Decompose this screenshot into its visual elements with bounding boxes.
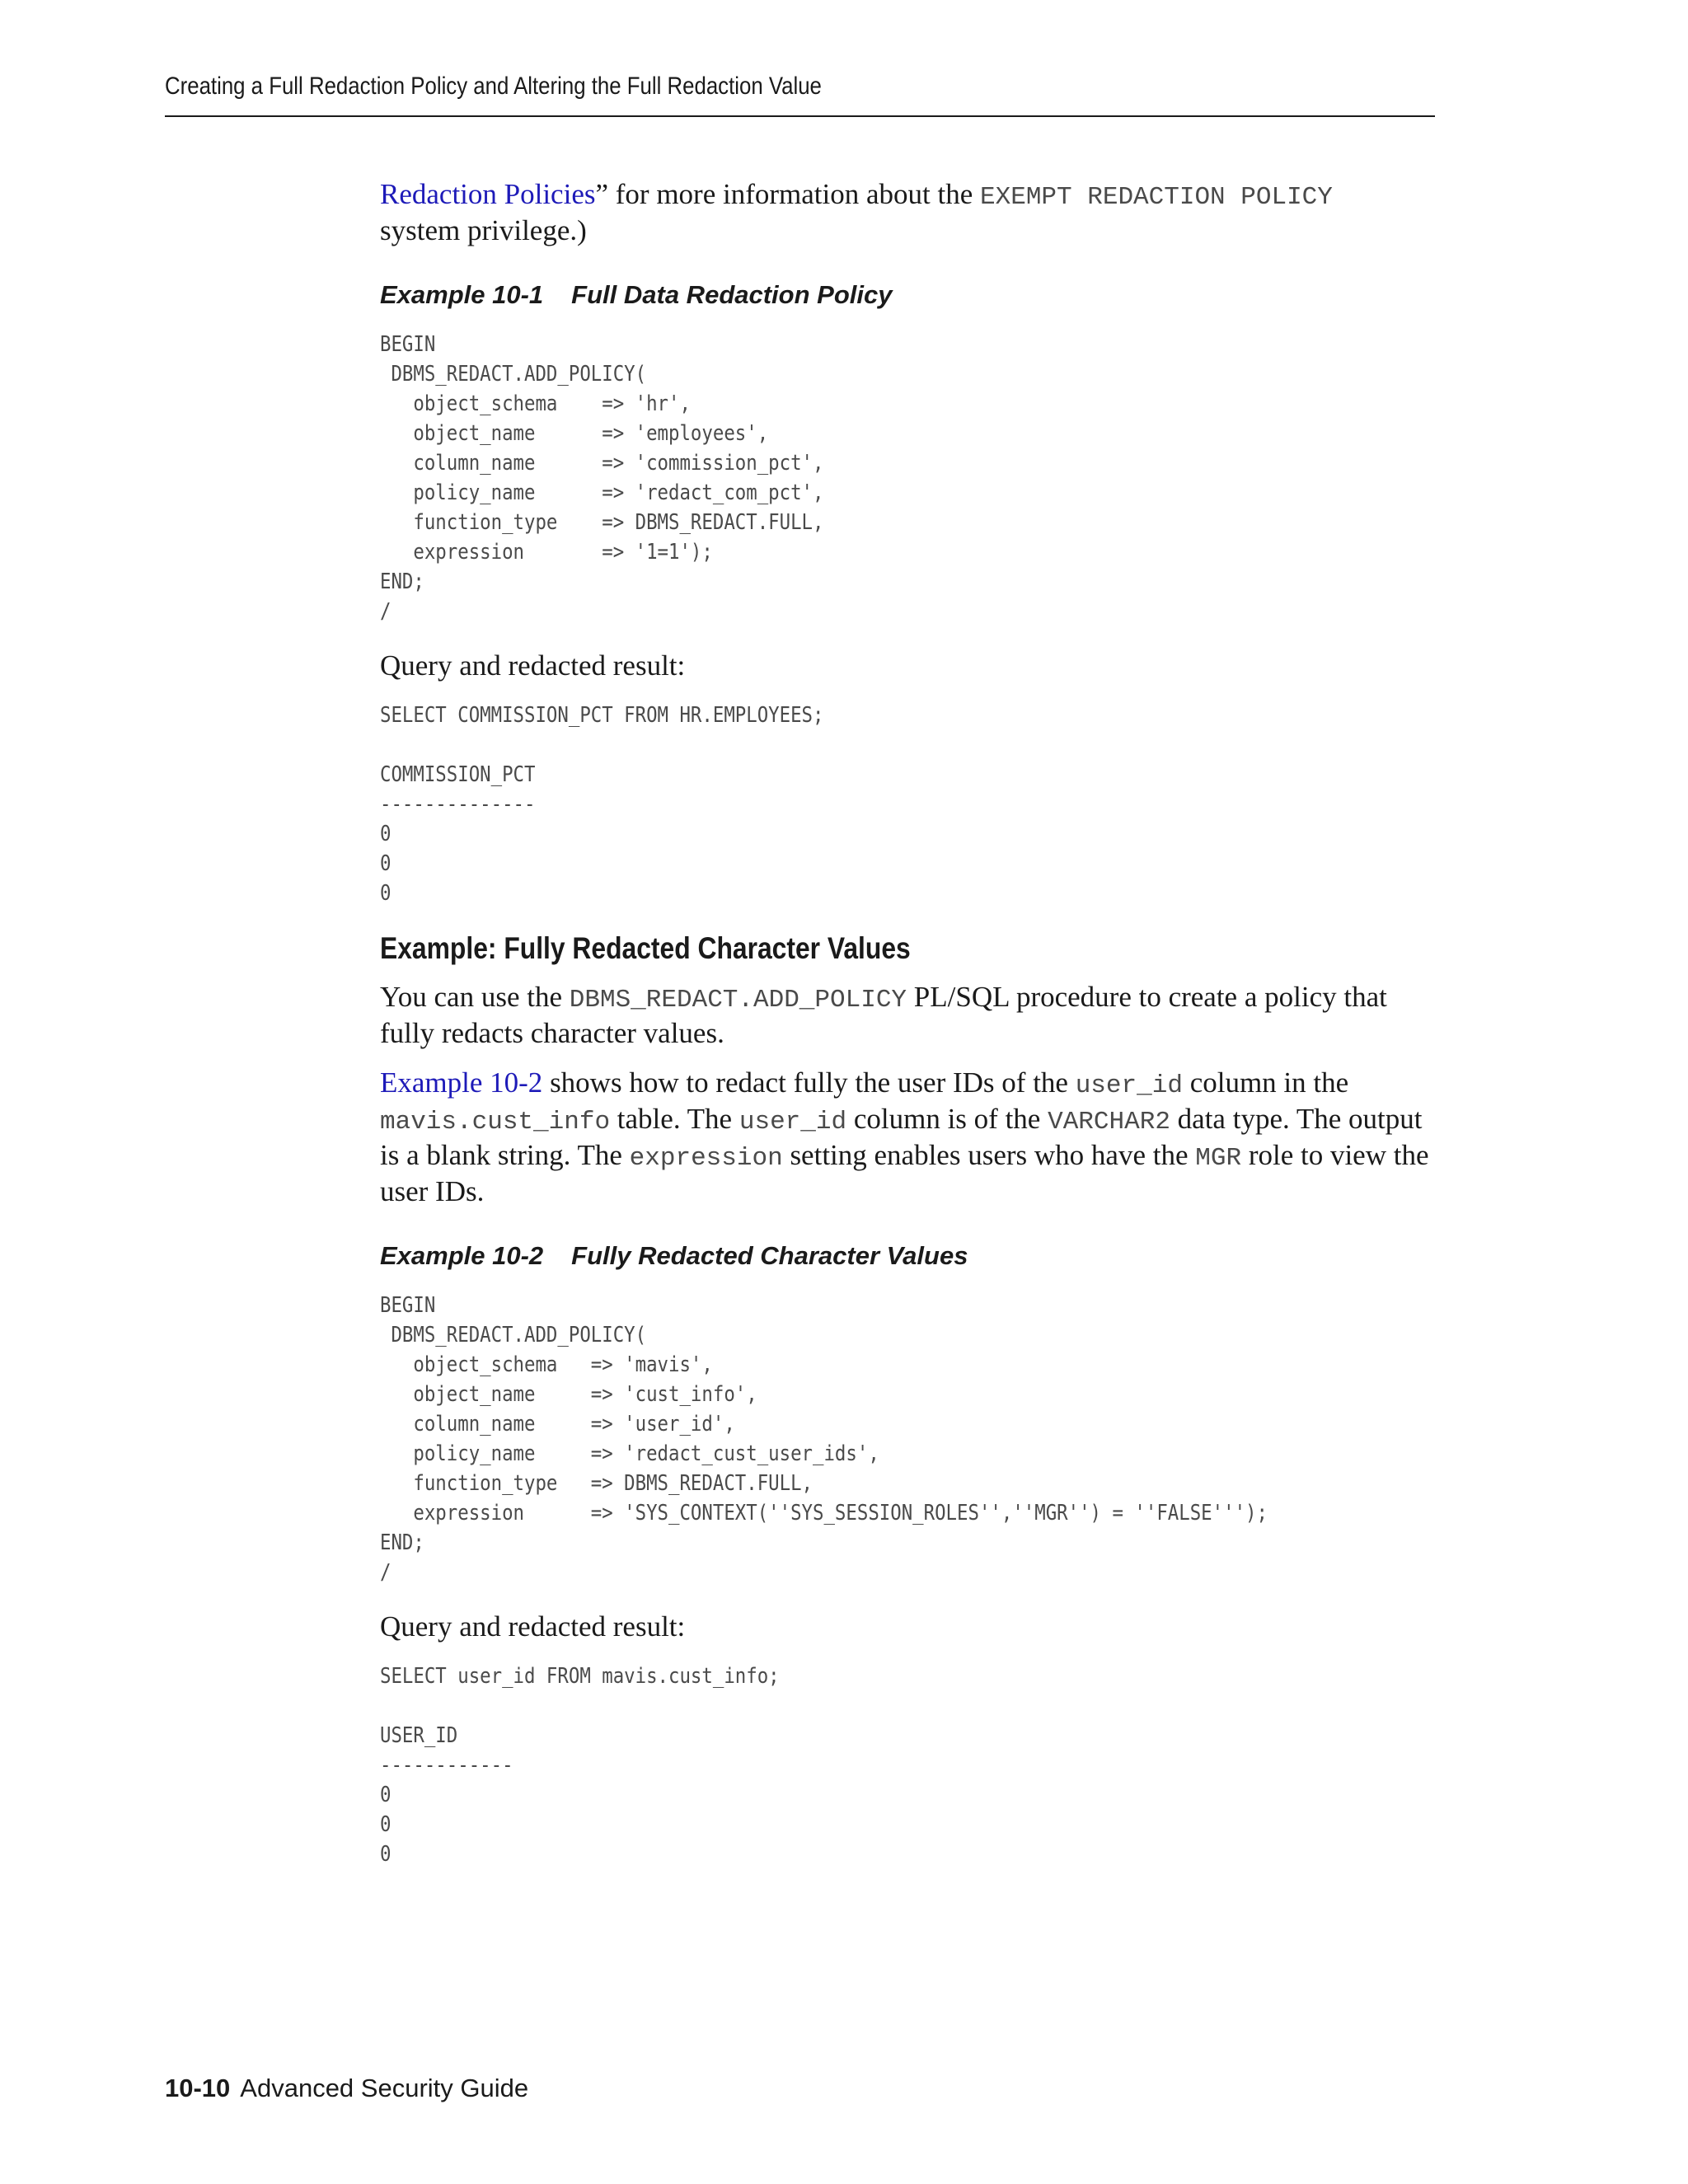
para1-text-end: PL/SQL procedure to create a policy that fully redacts character values. <box>380 981 1387 1049</box>
para2-text: shows how to redact fully the user IDs of the <box>542 1066 1076 1099</box>
example-10-2-title <box>380 1241 1443 1271</box>
page-number: 10-10 <box>165 2074 231 2102</box>
book-title: Advanced Security Guide <box>240 2074 529 2102</box>
section-paragraph-2 <box>380 1066 1443 1208</box>
page-footer <box>165 2074 528 2103</box>
query-result-2: SELECT user_id FROM mavis.cust_info; USER_ID ------------ 0 0 0 <box>380 1664 780 1867</box>
redaction-policies-link[interactable]: Redaction Policies <box>380 178 596 210</box>
table-name-code: mavis.cust_info <box>380 1108 611 1137</box>
para2-text: table. The <box>610 1103 739 1135</box>
para2-text: setting enables users who have the <box>782 1139 1196 1171</box>
intro-paragraph <box>380 178 1443 247</box>
varchar2-code: VARCHAR2 <box>1048 1108 1170 1137</box>
example-number: Example 10-1 <box>380 280 544 309</box>
example-number: Example 10-2 <box>380 1241 544 1270</box>
para2-text: column in the <box>1182 1066 1349 1099</box>
user-id-code: user_id <box>1075 1071 1183 1100</box>
section-paragraph-1 <box>380 981 1443 1050</box>
intro-text-end: system privilege.) <box>380 214 587 246</box>
user-id-code: user_id <box>738 1108 847 1137</box>
expression-code: expression <box>629 1144 783 1173</box>
query-result-1: SELECT COMMISSION_PCT FROM HR.EMPLOYEES; COMMISSION_PCT -------------- 0 0 0 <box>380 703 824 906</box>
add-policy-code: DBMS_REDACT.ADD_POLICY <box>569 986 907 1015</box>
example-name: Full Data Redaction Policy <box>571 280 893 309</box>
section-heading: Example: Fully Redacted Character Values <box>380 931 911 965</box>
example-10-2-code: BEGIN DBMS_REDACT.ADD_POLICY( object_schema => 'mavis', object_name => 'cust_info', column_name => 'user_id', policy_name => 'redact_cust_user_ids', function_type => DBMS_REDACT.FULL, expression => 'SYS_CONTEXT(''SYS_SESSION_ROLES'',''MGR'') = ''FALSE'''); END; / <box>380 1293 1268 1585</box>
example-name: Fully Redacted Character Values <box>571 1241 968 1270</box>
example-10-2-link[interactable]: Example 10-2 <box>380 1066 543 1099</box>
running-header: Creating a Full Redaction Policy and Altering the Full Redaction Value <box>165 73 822 100</box>
exempt-privilege-code: EXEMPT REDACTION POLICY <box>980 183 1333 212</box>
example-10-1-code: BEGIN DBMS_REDACT.ADD_POLICY( object_schema => 'hr', object_name => 'employees', column_name => 'commission_pct', policy_name => 'redact_com_pct', function_type => DBMS_REDACT.FULL, expression => '1=1'); END; / <box>380 332 824 624</box>
mgr-code: MGR <box>1195 1144 1242 1173</box>
para2-text: data type. The output is a blank string. The <box>380 1103 1423 1171</box>
query-label-2: Query and redacted result: <box>380 1610 686 1643</box>
page-content <box>380 178 1443 1869</box>
example-10-1-title <box>380 280 1443 310</box>
intro-text: ” for more information about the <box>595 178 981 210</box>
header-rule <box>165 115 1435 117</box>
para1-text: You can use the <box>380 981 570 1013</box>
para2-text: column is of the <box>846 1103 1048 1135</box>
para2-text: role to view the user IDs. <box>380 1139 1429 1207</box>
query-label-1: Query and redacted result: <box>380 649 686 682</box>
